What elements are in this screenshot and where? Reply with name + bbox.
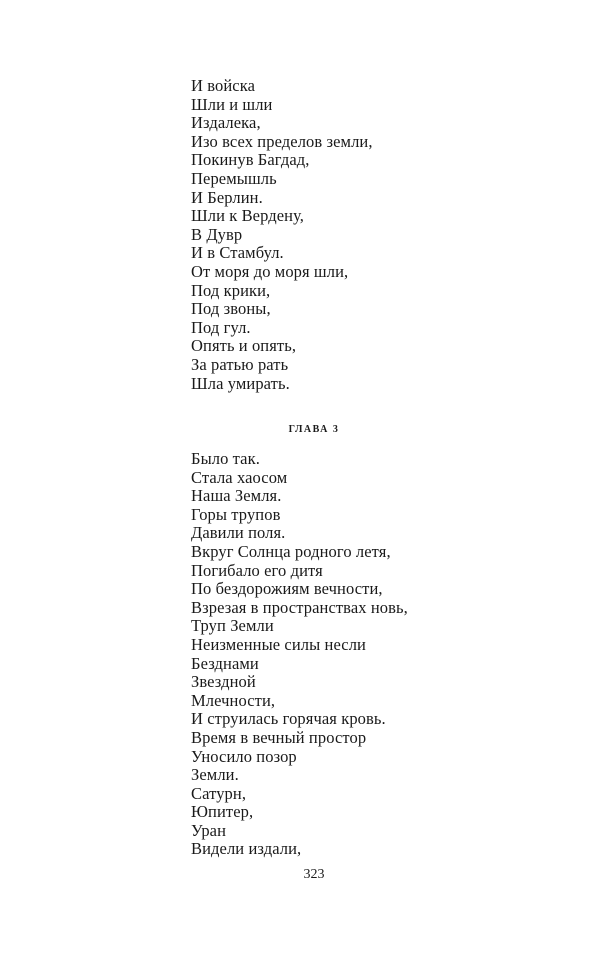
- poem-line: И струилась горячая кровь.: [191, 709, 386, 729]
- poem-line: Под крики,: [191, 280, 271, 300]
- poem-line: За ратью рать: [191, 354, 289, 374]
- poem-stanza-2: [191, 450, 408, 859]
- poem-stanza-1: [191, 77, 373, 393]
- poem-line: И в Стамбул.: [191, 243, 284, 263]
- poem-line: По бездорожиям вечности,: [191, 579, 383, 599]
- poem-line: Погибало его дитя: [191, 560, 323, 580]
- poem-line: Млечности,: [191, 690, 276, 710]
- poem-line: Опять и опять,: [191, 336, 297, 356]
- poem-line: Издалека,: [191, 113, 261, 133]
- poem-line: Труп Земли: [191, 616, 274, 636]
- poem-line: Видели издали,: [191, 839, 302, 859]
- poem-line: Вкруг Солнца родного летя,: [191, 541, 391, 561]
- poem-line: Шли к Вердену,: [191, 206, 305, 226]
- poem-line: Юпитер,: [191, 802, 254, 822]
- poem-line: Горы трупов: [191, 504, 281, 524]
- poem-line: Изо всех пределов земли,: [191, 131, 373, 151]
- poem-line: Безднами: [191, 653, 259, 673]
- poem-line: Под звоны,: [191, 299, 271, 319]
- chapter-heading: ГЛАВА 3: [288, 424, 340, 435]
- poem-line: Неизменные силы несли: [191, 634, 366, 654]
- poem-line: Уран: [191, 820, 227, 840]
- poem-line: Давили поля.: [191, 523, 286, 543]
- poem-line: Шла умирать.: [191, 373, 290, 393]
- poem-line: Взрезая в пространствах новь,: [191, 597, 408, 617]
- poem-line: От моря до моря шли,: [191, 261, 349, 281]
- poem-line: Звездной: [191, 672, 256, 692]
- page-number: 323: [303, 867, 325, 882]
- poem-line: Земли.: [191, 765, 239, 785]
- poem-line: Уносило позор: [191, 746, 297, 766]
- poem-line: Шли и шли: [191, 94, 273, 114]
- poem-line: Наша Земля.: [191, 486, 282, 506]
- poem-line: Покинув Багдад,: [191, 150, 310, 170]
- poem-line: Было так.: [191, 449, 260, 468]
- poem-line: И войска: [191, 76, 256, 95]
- poem-line: И Берлин.: [191, 187, 263, 207]
- poem-line: Время в вечный простор: [191, 727, 367, 747]
- poem-line: Перемышль: [191, 168, 277, 188]
- poem-line: В Дувр: [191, 224, 243, 244]
- poem-line: Стала хаосом: [191, 467, 288, 487]
- poem-line: Под гул.: [191, 317, 251, 337]
- poem-line: Сатурн,: [191, 783, 247, 803]
